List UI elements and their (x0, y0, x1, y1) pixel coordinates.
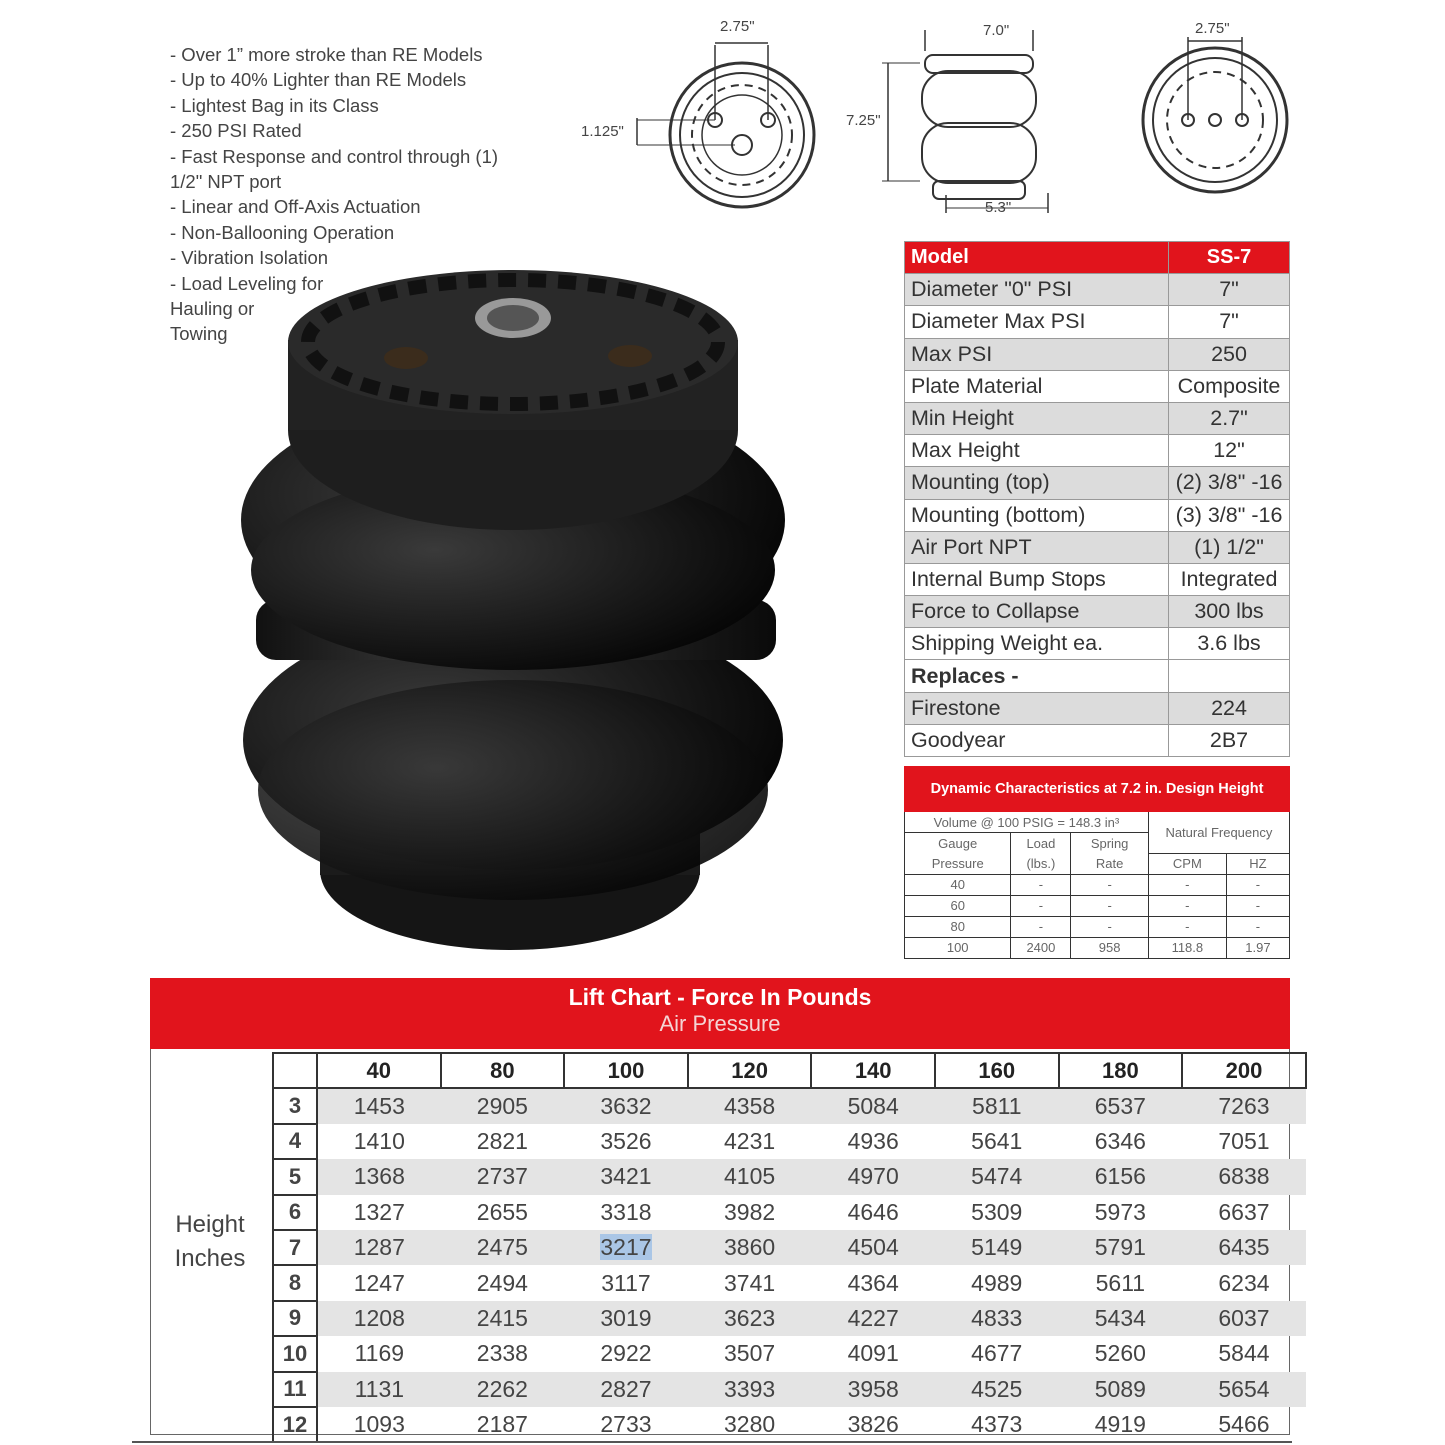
force-cell: 3117 (601, 1269, 651, 1296)
force-cell: 4919 (1094, 1410, 1146, 1437)
force-cell: 3526 (600, 1127, 652, 1154)
force-cell: 5654 (1182, 1372, 1306, 1407)
feature-item: 1/2" NPT port (170, 171, 282, 193)
feature-item: - Vibration Isolation (170, 247, 329, 269)
force-cell: 6537 (1059, 1088, 1183, 1123)
col-gauge-2: Pressure (905, 853, 1011, 874)
pressure-header-row (273, 1053, 1306, 1088)
force-cell: 6838 (1182, 1159, 1306, 1194)
feature-item: - Over 1” more stroke than RE Models (170, 44, 483, 65)
dynamic-row (905, 916, 1290, 937)
height-cell: 5 (273, 1159, 317, 1194)
force-cell: 4970 (811, 1159, 935, 1194)
dynamic-cell: - (1011, 874, 1071, 895)
spec-label: Firestone (905, 692, 1169, 724)
force-cell: 3421 (564, 1159, 688, 1194)
col-spring: Spring (1071, 833, 1148, 854)
feature-item: - Fast Response and control through (1) (170, 145, 499, 167)
spec-label: Shipping Weight ea. (905, 628, 1169, 660)
force-cell: 5466 (1218, 1410, 1270, 1437)
spec-label: Air Port NPT (905, 531, 1169, 563)
force-cell: 3982 (723, 1198, 776, 1225)
spec-label: Min Height (905, 402, 1169, 434)
force-cell: 1327 (353, 1198, 405, 1225)
lift-chart-title: Lift Chart - Force In Pounds (568, 984, 872, 1010)
lift-row (273, 1159, 1306, 1194)
dynamic-cell: 100 (905, 937, 1011, 958)
spec-row (905, 531, 1290, 563)
force-cell: 2905 (441, 1088, 565, 1123)
spec-value (1169, 660, 1290, 692)
dynamic-cell: 80 (905, 916, 1011, 937)
lift-chart-subtitle: Air Pressure (659, 1011, 781, 1036)
force-cell: 2821 (476, 1127, 528, 1154)
force-cell: 5149 (935, 1230, 1059, 1265)
lift-row (273, 1195, 1306, 1230)
feature-item: - Non-Ballooning Operation (170, 221, 395, 243)
pressure-header: 40 (317, 1053, 441, 1088)
spec-row (905, 596, 1290, 628)
lift-chart-table (272, 1052, 1307, 1442)
force-cell: 3741 (723, 1269, 776, 1296)
force-cell: 3623 (688, 1301, 812, 1336)
lift-row (273, 1230, 1306, 1265)
spec-value: Integrated (1169, 563, 1290, 595)
force-cell: 2655 (476, 1198, 528, 1225)
force-cell: 4646 (847, 1198, 899, 1225)
force-cell: 4677 (971, 1340, 1023, 1367)
dynamic-characteristics-table (904, 766, 1290, 959)
pressure-header: 100 (564, 1053, 688, 1088)
force-cell: 4504 (811, 1230, 935, 1265)
dynamic-row (905, 895, 1290, 916)
spec-value: 2B7 (1169, 724, 1290, 756)
dynamic-cell: 40 (905, 874, 1011, 895)
force-cell: 2415 (441, 1301, 565, 1336)
force-cell: 3826 (847, 1410, 899, 1437)
dynamic-title: Dynamic Characteristics at 7.2 in. Design Height (905, 767, 1290, 812)
lift-row (273, 1088, 1306, 1123)
pressure-header: 180 (1059, 1053, 1183, 1088)
pressure-header: 140 (811, 1053, 935, 1088)
spec-label: Max PSI (905, 338, 1169, 370)
dynamic-cell: - (1071, 874, 1148, 895)
col-gauge: Gauge (905, 833, 1011, 854)
corner-cell (273, 1053, 317, 1088)
force-cell: 7051 (1218, 1127, 1270, 1154)
force-cell: 2922 (600, 1340, 652, 1367)
force-cell: 3860 (688, 1230, 812, 1265)
force-cell: 7263 (1182, 1088, 1306, 1123)
dynamic-row (905, 937, 1290, 958)
lift-row (273, 1301, 1306, 1336)
spec-value: SS-7 (1169, 242, 1290, 274)
force-cell: 5844 (1218, 1340, 1270, 1367)
feature-item: - Linear and Off-Axis Actuation (170, 196, 421, 218)
replaces-row (905, 692, 1290, 724)
force-cell: 4105 (688, 1159, 812, 1194)
dim-center-side: 7.25" (846, 112, 881, 129)
force-cell: 2262 (441, 1372, 565, 1407)
height-cell: 6 (273, 1195, 317, 1230)
force-cell: 3632 (564, 1088, 688, 1123)
force-cell: 4989 (971, 1269, 1023, 1296)
spec-row (905, 499, 1290, 531)
dim-center-bottom: 5.3" (985, 199, 1012, 216)
dynamic-cell: - (1011, 895, 1071, 916)
feature-item: - Up to 40% Lighter than RE Models (170, 69, 467, 91)
force-cell: 3393 (688, 1372, 812, 1407)
force-cell: 5811 (935, 1088, 1059, 1123)
spec-value: (3) 3/8" -16 (1169, 499, 1290, 531)
highlighted-value: 3217 (600, 1234, 652, 1261)
spec-label: Diameter Max PSI (905, 306, 1169, 338)
col-hz: HZ (1226, 853, 1289, 874)
force-cell: 4373 (971, 1410, 1023, 1437)
dim-left-top: 2.75" (720, 18, 755, 35)
spec-label: Replaces - (905, 660, 1169, 692)
height-cell: 9 (273, 1301, 317, 1336)
spec-value: 7" (1169, 274, 1290, 306)
spec-value: 250 (1169, 338, 1290, 370)
force-cell: 3507 (723, 1340, 776, 1367)
force-cell: 1093 (353, 1410, 405, 1437)
dynamic-cell: 118.8 (1148, 937, 1226, 958)
force-cell: 6156 (1059, 1159, 1183, 1194)
force-cell: 2475 (441, 1230, 565, 1265)
force-cell: 3318 (600, 1198, 652, 1225)
dynamic-cell: 60 (905, 895, 1011, 916)
dynamic-cell: - (1148, 895, 1226, 916)
force-cell: 1131 (317, 1372, 441, 1407)
spec-label: Internal Bump Stops (905, 563, 1169, 595)
height-cell: 12 (273, 1407, 317, 1442)
force-cell: 1208 (317, 1301, 441, 1336)
force-cell: 6037 (1182, 1301, 1306, 1336)
force-cell: 4358 (688, 1088, 812, 1123)
force-cell: 5791 (1059, 1230, 1183, 1265)
force-cell: 4227 (811, 1301, 935, 1336)
replaces-header-row (905, 660, 1290, 692)
height-cell: 10 (273, 1336, 317, 1371)
force-cell: 5611 (1095, 1269, 1146, 1296)
dynamic-cell: 958 (1071, 937, 1148, 958)
dynamic-cell: - (1226, 916, 1289, 937)
feature-item: Towing (170, 323, 228, 345)
col-spring-2: Rate (1071, 853, 1148, 874)
pressure-header: 120 (688, 1053, 812, 1088)
force-cell: 4231 (723, 1127, 776, 1154)
force-cell: 6234 (1218, 1269, 1270, 1296)
force-cell: 5434 (1059, 1301, 1183, 1336)
height-cell: 7 (273, 1230, 317, 1265)
spec-row (905, 274, 1290, 306)
spec-value: 12" (1169, 435, 1290, 467)
force-cell: 2733 (600, 1410, 652, 1437)
height-cell: 3 (273, 1088, 317, 1123)
force-cell: 2187 (476, 1410, 528, 1437)
force-cell: 2494 (476, 1269, 528, 1296)
spec-row (905, 628, 1290, 660)
spec-row (905, 306, 1290, 338)
col-load: Load (1011, 833, 1071, 854)
lift-row (273, 1372, 1306, 1407)
lift-chart-header (150, 978, 1290, 1049)
force-cell: 4833 (935, 1301, 1059, 1336)
replaces-row (905, 724, 1290, 756)
volume-note: Volume @ 100 PSIG = 148.3 in³ (905, 812, 1149, 833)
force-cell: 2827 (564, 1372, 688, 1407)
spec-value: 300 lbs (1169, 596, 1290, 628)
force-cell: 6346 (1094, 1127, 1146, 1154)
force-cell: 6637 (1218, 1198, 1270, 1225)
force-cell: 2338 (476, 1340, 528, 1367)
force-cell: 4364 (847, 1269, 899, 1296)
height-cell: 11 (273, 1372, 317, 1407)
dynamic-cell: - (1148, 874, 1226, 895)
force-cell: 5641 (971, 1127, 1023, 1154)
lift-row (273, 1124, 1306, 1159)
air-bag-product-image (238, 270, 803, 960)
spec-label: Plate Material (905, 370, 1169, 402)
force-cell: 1368 (317, 1159, 441, 1194)
spec-row (905, 338, 1290, 370)
spec-label: Mounting (bottom) (905, 499, 1169, 531)
feature-item: - 250 PSI Rated (170, 120, 302, 142)
dim-left-side: 1.125" (581, 123, 624, 140)
force-cell: 5260 (1094, 1340, 1146, 1367)
force-cell: 4525 (935, 1372, 1059, 1407)
spec-value: (2) 3/8" -16 (1169, 467, 1290, 499)
dynamic-row (905, 874, 1290, 895)
force-cell: 1410 (353, 1127, 405, 1154)
pressure-header: 160 (935, 1053, 1059, 1088)
bottom-divider (132, 1441, 1292, 1443)
force-cell: 1453 (317, 1088, 441, 1123)
dynamic-cell: - (1226, 895, 1289, 916)
spec-value: 7" (1169, 306, 1290, 338)
spec-row (905, 402, 1290, 434)
spec-row (905, 435, 1290, 467)
dim-center-top: 7.0" (983, 22, 1010, 39)
force-cell: 5973 (1094, 1198, 1146, 1225)
dim-right-top: 2.75" (1195, 20, 1230, 37)
dynamic-cell: - (1226, 874, 1289, 895)
dynamic-cell: 2400 (1011, 937, 1071, 958)
spec-label: Diameter "0" PSI (905, 274, 1169, 306)
force-cell: 5474 (935, 1159, 1059, 1194)
spec-table (904, 241, 1290, 757)
lift-row (273, 1407, 1306, 1442)
feature-item: Hauling or (170, 298, 255, 320)
dynamic-cell: - (1071, 916, 1148, 937)
spec-header-row (905, 242, 1290, 274)
spec-label: Force to Collapse (905, 596, 1169, 628)
force-cell: 2737 (441, 1159, 565, 1194)
height-axis-label: Height Inches (174, 1211, 246, 1272)
dynamic-cell: - (1011, 916, 1071, 937)
col-load-2: (lbs.) (1011, 853, 1071, 874)
height-cell: 4 (273, 1124, 317, 1159)
force-cell: 3958 (811, 1372, 935, 1407)
spec-label: Mounting (top) (905, 467, 1169, 499)
feature-item: - Lightest Bag in its Class (170, 94, 379, 116)
force-cell: 6435 (1182, 1230, 1306, 1265)
bottom-view-diagram (575, 15, 835, 210)
spec-value: 224 (1169, 692, 1290, 724)
force-cell: 1247 (353, 1269, 405, 1296)
pressure-header: 200 (1182, 1053, 1306, 1088)
force-cell (564, 1230, 688, 1265)
spec-row (905, 467, 1290, 499)
height-cell: 8 (273, 1265, 317, 1300)
natural-frequency-header: Natural Frequency (1148, 812, 1289, 854)
spec-label: Goodyear (905, 724, 1169, 756)
force-cell: 3019 (564, 1301, 688, 1336)
force-cell: 1287 (317, 1230, 441, 1265)
top-view-diagram (1135, 15, 1295, 205)
feature-item: - Load Leveling for (170, 272, 324, 294)
dynamic-cell: 1.97 (1226, 937, 1289, 958)
lift-row (273, 1336, 1306, 1371)
spec-value: (1) 1/2" (1169, 531, 1290, 563)
dynamic-cell: - (1071, 895, 1148, 916)
force-cell: 4936 (847, 1127, 899, 1154)
force-cell: 5089 (1059, 1372, 1183, 1407)
spec-value: Composite (1169, 370, 1290, 402)
force-cell: 4091 (847, 1340, 899, 1367)
spec-value: 3.6 lbs (1169, 628, 1290, 660)
col-cpm: CPM (1148, 853, 1226, 874)
spec-label: Model (905, 242, 1169, 274)
force-cell: 3280 (723, 1410, 776, 1437)
force-cell: 5309 (971, 1198, 1023, 1225)
lift-row (273, 1265, 1306, 1300)
spec-row (905, 370, 1290, 402)
force-cell: 1169 (354, 1340, 405, 1367)
spec-value: 2.7" (1169, 402, 1290, 434)
pressure-header: 80 (441, 1053, 565, 1088)
spec-row (905, 563, 1290, 595)
force-cell: 5084 (811, 1088, 935, 1123)
dynamic-cell: - (1148, 916, 1226, 937)
spec-label: Max Height (905, 435, 1169, 467)
